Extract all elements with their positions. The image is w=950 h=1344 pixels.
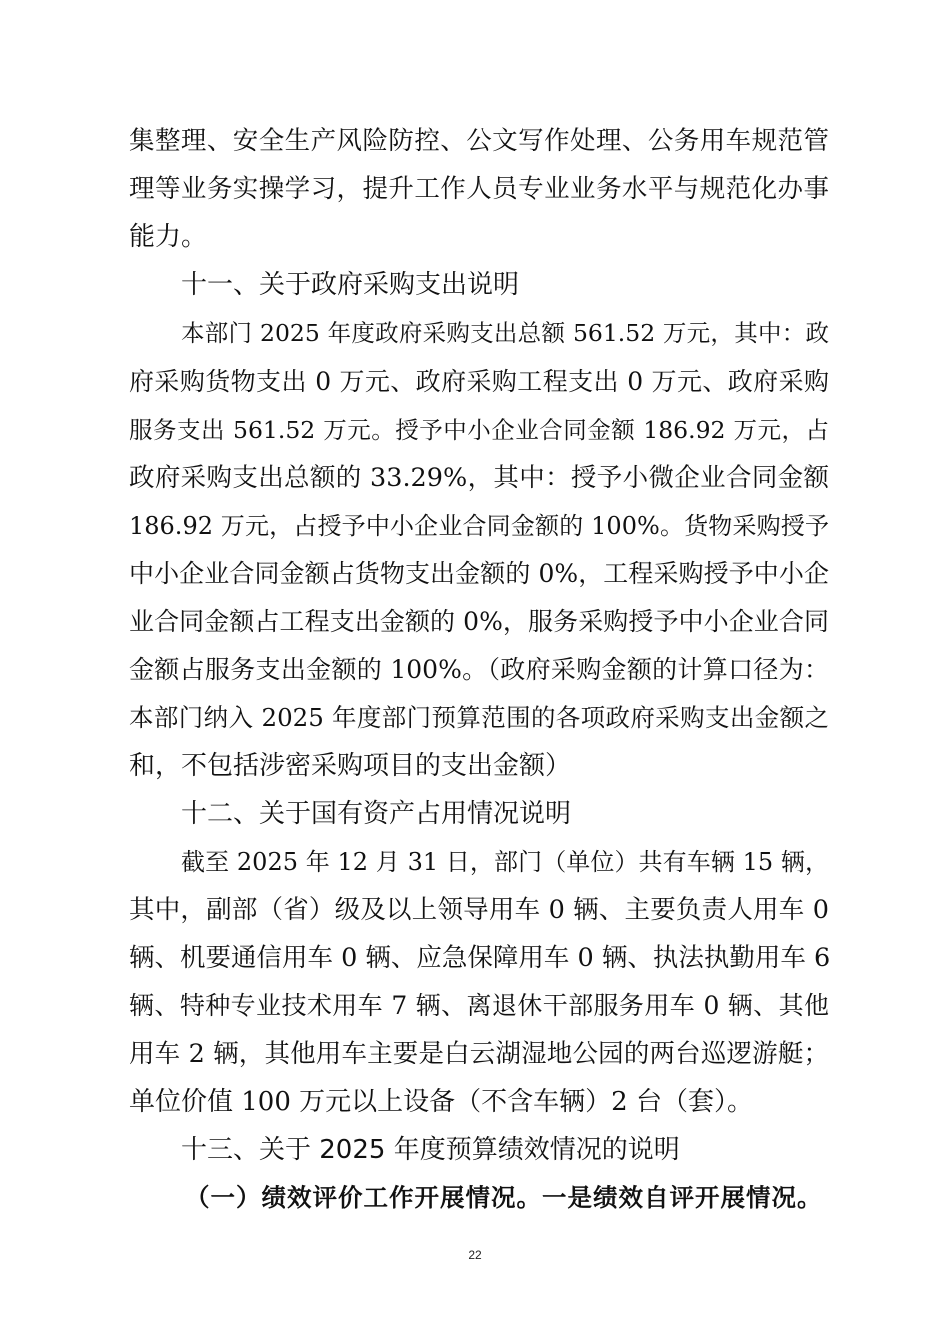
body-line: 用车 2 辆，其他用车主要是白云湖湿地公园的两台巡逻游艇； (129, 1039, 829, 1069)
body-line: 金额占服务支出金额的 100%。（政府采购金额的计算口径为： (129, 655, 829, 684)
body-line: 单位价值 100 万元以上设备（不含车辆）2 台（套）。 (129, 1087, 753, 1117)
body-line: 府采购货物支出 0 万元、政府采购工程支出 0 万元、政府采购 (129, 367, 829, 396)
body-line: 集整理、安全生产风险防控、公文写作处理、公务用车规范管 (129, 126, 829, 156)
body-line: 业合同金额占工程支出金额的 0%，服务采购授予中小企业合同 (129, 607, 829, 636)
body-line: 辆、特种专业技术用车 7 辆、离退休干部服务用车 0 辆、其他 (129, 991, 829, 1020)
body-line: 其中，副部（省）级及以上领导用车 0 辆、主要负责人用车 0 (129, 895, 829, 925)
body-line: 中小企业合同金额占货物支出金额的 0%，工程采购授予中小企 (129, 559, 829, 588)
body-line: 本部门纳入 2025 年度部门预算范围的各项政府采购支出金额之 (129, 703, 829, 732)
body-line: 政府采购支出总额的 33.29%，其中：授予小微企业合同金额 (129, 463, 829, 493)
body-line: 本部门 2025 年度政府采购支出总额 561.52 万元，其中：政 (181, 319, 829, 347)
body-line: 理等业务实操学习，提升工作人员专业业务水平与规范化办事 (129, 174, 829, 204)
section-heading-12: 十二、关于国有资产占用情况说明 (181, 799, 572, 829)
body-line: 服务支出 561.52 万元。授予中小企业合同金额 186.92 万元，占 (129, 416, 829, 444)
body-line: 能力。 (129, 222, 208, 252)
section-heading-11: 十一、关于政府采购支出说明 (181, 270, 520, 300)
body-line: 186.92 万元，占授予中小企业合同金额的 100%。货物采购授予 (129, 512, 829, 540)
body-line: 截至 2025 年 12 月 31 日，部门（单位）共有车辆 15 辆， (181, 848, 829, 876)
section-heading-13: 十三、关于 2025 年度预算绩效情况的说明 (181, 1135, 680, 1165)
body-line: 辆、机要通信用车 0 辆、应急保障用车 0 辆、执法执勤用车 6 (129, 943, 831, 973)
page-number: 22 (468, 1248, 482, 1262)
subsection-heading: （一）绩效评价工作开展情况。一是绩效自评开展情况。 (185, 1183, 823, 1212)
body-line: 和，不包括涉密采购项目的支出金额） (129, 751, 572, 781)
